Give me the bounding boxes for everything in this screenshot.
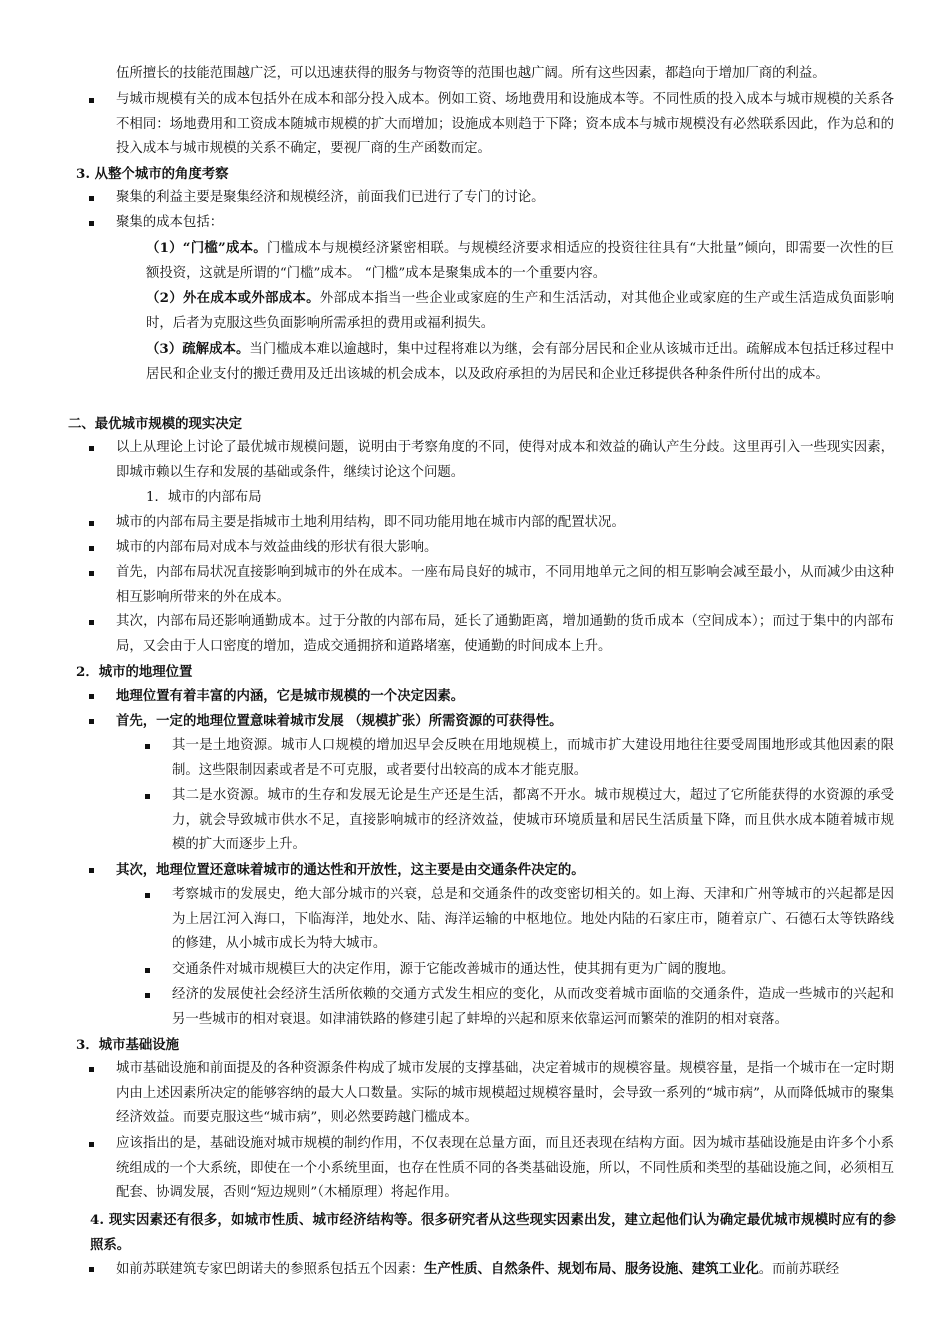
cost-item-text: 门槛成本与规模经济紧密相联。与规模经济要求相适应的投资往往具有“大批量”倾向，即需要一次性的巨额投资，这就是所谓的“门槛”成本。 “门槛”成本是聚集成本的一个重要内容。 <box>146 241 894 281</box>
bullet-icon <box>89 694 94 699</box>
bullet-icon <box>145 993 150 998</box>
paragraph: 地理位置有着丰富的内涵，它是城市规模的一个决定因素。 <box>116 688 465 704</box>
section-heading: 4. 现实因素还有很多，如城市性质、城市经济结构等。很多研究者从这些现实因素出发，建立起他们认为确定最优城市规模时应有的参照系。 <box>90 1212 896 1253</box>
paragraph: 城市基础设施和前面提及的各种资源条件构成了城市发展的支撑基础，决定着城市的规模容量。规模容量，是指一个城市在一定时期内由上述因素所决定的能够容纳的最大人口数量。实际的城市规模超过规模容量时，会导致一系列的“城市病”，从而降低城市的聚集经济效益。而要克服这些“城市病”，则必然要跨越门槛成本。 <box>116 1061 894 1125</box>
bullet-icon <box>89 868 94 873</box>
paragraph: 城市的内部布局对成本与效益曲线的形状有很大影响。 <box>116 540 438 555</box>
paragraph: 伍所擅长的技能范围越广泛，可以迅速获得的服务与物资等的范围也越广阔。所有这些因素，都趋向于增加厂商的利益。 <box>116 66 826 81</box>
paragraph: 其二是水资源。城市的生存和发展无论是生产还是生活，都离不开水。城市规模过大，超过了它所能获得的水资源的承受力，就会导致城市供水不足，直接影响城市的经济效益，使城市环境质量和居民生活质量下降，而且供水成本随着城市规模的扩大而逐步上升。 <box>172 788 894 852</box>
paragraph: 首先，内部布局状况直接影响到城市的外在成本。一座布局良好的城市，不同用地单元之间的相互影响会减至最小，从而减少由这种相互影响所带来的外在成本。 <box>116 565 894 605</box>
bullet-icon <box>145 968 150 973</box>
text-run-bold: 生产性质、自然条件、规划布局、服务设施、建筑工业化 <box>423 1261 759 1277</box>
bullet-icon <box>89 221 94 226</box>
paragraph: 应该指出的是，基础设施对城市规模的制约作用，不仅表现在总量方面，而且还表现在结构方面。因为城市基础设施是由许多个小系统组成的一个大系统，即使在一个小系统里面，也存在性质不同的各类基础设施，所以，不同性质和类型的基础设施之间，必须相互配套、协调发展，否则“短边规则”（木桶原理）将起作用。 <box>116 1136 894 1200</box>
paragraph: 其一是土地资源。城市人口规模的增加迟早会反映在用地规模上，而城市扩大建设用地往往要受周围地形或其他因素的限制。这些限制因素或者是不可克服，或者要付出较高的成本才能克服。 <box>172 738 894 778</box>
text-run: 如前苏联建筑专家巴朗诺夫的参照系包括五个因素： <box>116 1262 424 1277</box>
paragraph <box>116 1257 906 1283</box>
cost-item-threshold <box>146 236 894 286</box>
bullet-icon <box>89 1142 94 1147</box>
paragraph: 与城市规模有关的成本包括外在成本和部分投入成本。例如工资、场地费用和设施成本等。不同性质的投入成本与城市规模的关系各不相同：场地费用和工资成本随城市规模的扩大而增加；设施成本则趋于下降；资本成本与城市规模没有必然联系因此，作为总和的投入成本与城市规模的关系不确定，要视厂商的生产函数而定。 <box>116 92 894 156</box>
bullet-icon <box>145 794 150 799</box>
paragraph: 聚集的利益主要是聚集经济和规模经济，前面我们已进行了专门的讨论。 <box>116 190 545 205</box>
paragraph: 考察城市的发展史，绝大部分城市的兴衰，总是和交通条件的改变密切相关的。如上海、天津和广州等城市的兴起都是因为上居江河入海口，下临海洋，地处水、陆、海洋运输的中枢地位。地处内陆的石家庄市，随着京广、石德石太等铁路线的修建，从小城市成长为特大城市。 <box>172 887 894 951</box>
text-run: 。而前苏联经 <box>758 1262 840 1277</box>
bullet-icon <box>89 620 94 625</box>
bullet-icon <box>89 546 94 551</box>
bullet-icon <box>89 98 94 103</box>
bullet-icon <box>89 521 94 526</box>
subsection-heading: 1．城市的内部布局 <box>146 490 262 505</box>
bullet-icon <box>89 571 94 576</box>
bullet-icon <box>145 893 150 898</box>
paragraph: 首先，一定的地理位置意味着城市发展 （规模扩张）所需资源的可获得性。 <box>116 713 563 729</box>
section-heading: 二、最优城市规模的现实决定 <box>68 416 243 432</box>
paragraph: 以上从理论上讨论了最优城市规模问题，说明由于考察角度的不同，使得对成本和效益的确认产生分歧。这里再引入一些现实因素，即城市赖以生存和发展的基础或条件，继续讨论这个问题。 <box>116 440 894 480</box>
paragraph: 聚集的成本包括： <box>116 215 224 230</box>
paragraph: 其次，地理位置还意味着城市的通达性和开放性，这主要是由交通条件决定的。 <box>116 862 585 878</box>
bullet-icon <box>89 446 94 451</box>
section-heading: 3. 从整个城市的角度考察 <box>76 166 229 182</box>
cost-item-label: （2）外在成本或外部成本。 <box>146 290 320 306</box>
paragraph: 城市的内部布局主要是指城市土地利用结构，即不同功能用地在城市内部的配置状况。 <box>116 515 625 530</box>
paragraph: 交通条件对城市规模巨大的决定作用，源于它能改善城市的通达性，使其拥有更为广阔的腹地。 <box>172 962 735 977</box>
section-heading: 2．城市的地理位置 <box>76 664 193 680</box>
bullet-icon <box>89 719 94 724</box>
cost-item-label: （1）“门槛”成本。 <box>146 240 267 256</box>
cost-item-text: 外部成本指当一些企业或家庭的生产和生活活动，对其他企业或家庭的生产或生活造成负面影响时，后者为克服这些负面影响所需承担的费用或福利损失。 <box>146 291 894 331</box>
paragraph: 其次，内部布局还影响通勤成本。过于分散的内部布局，延长了通勤距离，增加通勤的货币成本（空间成本）；而过于集中的内部布局，又会由于人口密度的增加，造成交通拥挤和道路堵塞，使通勤的时间成本上升。 <box>116 614 894 654</box>
section-heading: 3．城市基础设施 <box>76 1037 180 1053</box>
bullet-icon <box>89 1267 94 1272</box>
cost-item-text: 当门槛成本难以逾越时，集中过程将难以为继，会有部分居民和企业从该城市迁出。疏解成本包括迁移过程中居民和企业支付的搬迁费用及迁出该城的机会成本，以及政府承担的为居民和企业迁移提供各种条件所付出的成本。 <box>146 342 894 382</box>
bullet-icon <box>145 744 150 749</box>
paragraph: 经济的发展使社会经济生活所依赖的交通方式发生相应的变化，从而改变着城市面临的交通条件，造成一些城市的兴起和另一些城市的相对衰退。如津浦铁路的修建引起了蚌埠的兴起和原来依靠运河而繁荣的淮阴的相对衰落。 <box>172 987 894 1027</box>
bullet-icon <box>89 1067 94 1072</box>
cost-item-external <box>146 286 894 336</box>
bullet-icon <box>89 196 94 201</box>
cost-item-label: （3）疏解成本。 <box>146 341 250 357</box>
cost-item-dispersal <box>146 337 894 387</box>
